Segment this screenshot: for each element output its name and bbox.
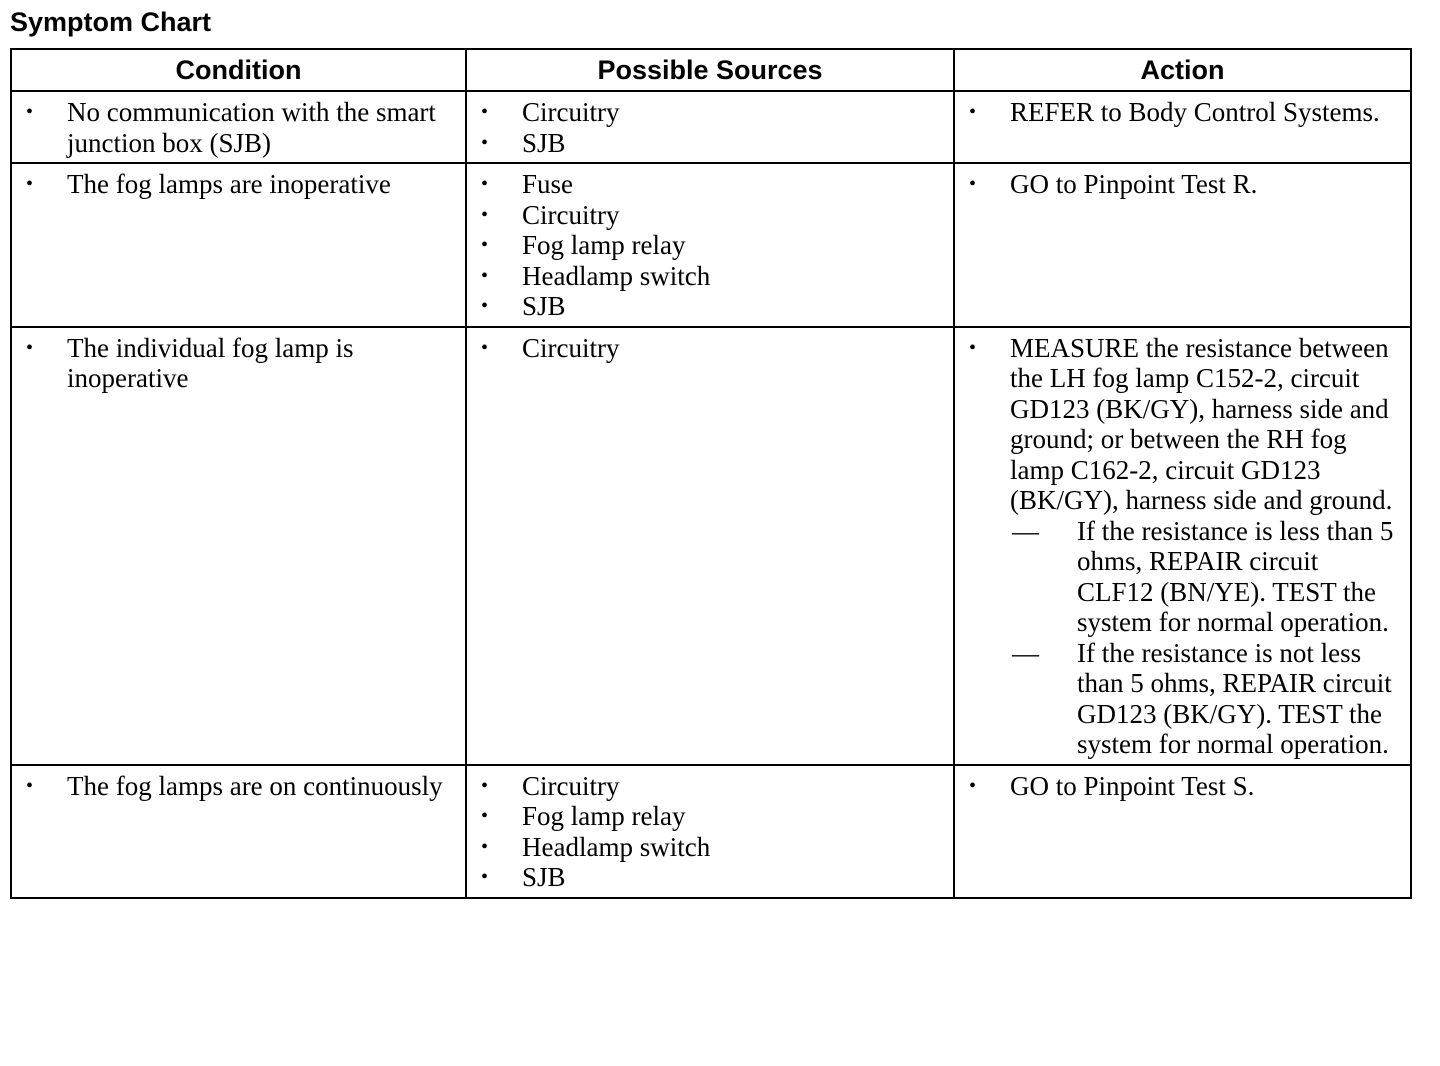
action-cell (954, 91, 1411, 163)
table-row (11, 327, 1411, 765)
source-item: • Circuitry (467, 97, 953, 128)
page-title: Symptom Chart (10, 7, 212, 37)
table-row (11, 91, 1411, 163)
action-text: REFER to Body Control Systems. (1010, 97, 1380, 127)
header-possible-sources: Possible Sources (466, 49, 954, 91)
sources-cell (466, 91, 954, 163)
header-condition: Condition (11, 49, 466, 91)
table-row (11, 765, 1411, 898)
action-text: GO to Pinpoint Test R. (1010, 169, 1258, 199)
condition-text: • The individual fog lamp is inoperative (12, 333, 465, 394)
source-item: • Circuitry (467, 200, 953, 231)
action-cell (954, 765, 1411, 898)
source-item: • Fuse (467, 169, 953, 200)
source-item: • Fog lamp relay (467, 801, 953, 832)
condition-cell (11, 765, 466, 898)
condition-cell (11, 327, 466, 765)
source-item: • Headlamp switch (467, 832, 953, 863)
action-text: MEASURE the resistance between the LH fog lamp C152-2, circuit GD123 (BK/GY), harness side and ground; or between the RH fog lamp C162-2, circuit GD123 (BK/GY), harness side and ground. (1010, 332, 1393, 515)
sources-cell (466, 765, 954, 898)
source-item: • SJB (467, 862, 953, 893)
condition-text: • No communication with the smart junction box (SJB) (12, 97, 465, 158)
table-row (11, 163, 1411, 327)
condition-cell (11, 91, 466, 163)
sources-cell (466, 327, 954, 765)
condition-text: • The fog lamps are on continuously (12, 771, 465, 802)
action-cell (954, 163, 1411, 327)
condition-cell (11, 163, 466, 327)
source-item: • Circuitry (467, 333, 953, 364)
action-sub-step: — If the resistance is not less than 5 ohms, REPAIR circuit GD123 (BK/GY). TEST the system for normal operation. (1010, 638, 1400, 760)
sources-cell (466, 163, 954, 327)
header-action: Action (954, 49, 1411, 91)
action-text: GO to Pinpoint Test S. (1010, 770, 1255, 801)
condition-text: • The fog lamps are inoperative (12, 169, 465, 200)
source-item: • SJB (467, 291, 953, 322)
source-item: • Headlamp switch (467, 261, 953, 292)
source-item: • Fog lamp relay (467, 230, 953, 261)
header-row (11, 49, 1411, 91)
source-item: • Circuitry (467, 771, 953, 802)
action-sub-step: — If the resistance is less than 5 ohms, REPAIR circuit CLF12 (BN/YE). TEST the system for normal operation. (1010, 516, 1400, 638)
source-item: • SJB (467, 128, 953, 159)
action-cell (954, 327, 1411, 765)
symptom-table (10, 48, 1412, 899)
